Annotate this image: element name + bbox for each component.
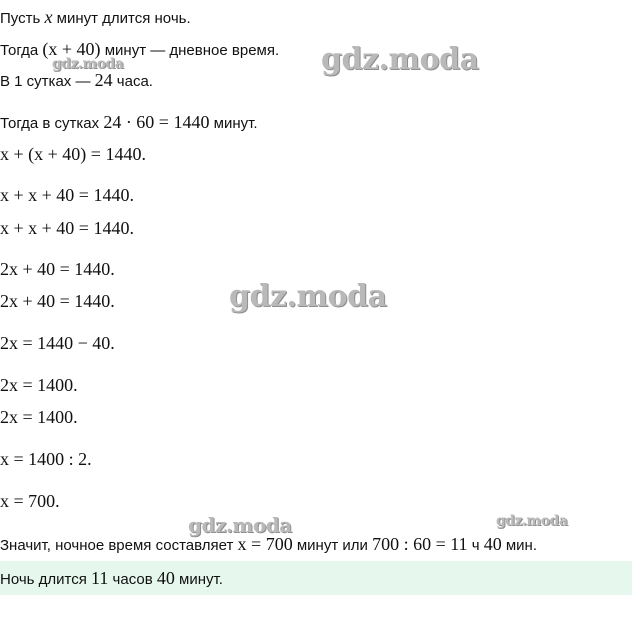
conclusion-line: Значит, ночное время составляет x = 700 минут или 700 : 60 = 11 ч 40 мин. [0,534,538,554]
equation-8: 2x = 1400. [0,407,78,427]
watermark-logo: gdz.moda [321,42,479,77]
watermark-logo: gdz.moda [229,279,387,314]
watermark-logo: gdz.moda [496,513,568,529]
text-line-3: В 1 сутках — 24 часа. [0,70,153,90]
watermark-logo: gdz.moda [52,56,124,72]
answer-box: Ночь длится 11 часов 40 минут. [0,561,632,595]
equation-9: x = 1400 : 2. [0,449,92,469]
text-line-4: Тогда в сутках 24 · 60 = 1440 минут. [0,112,258,132]
equation-6: 2x = 1440 − 40. [0,333,115,353]
text-line-1: Пусть x минут длится ночь. [0,7,191,27]
equation-10: x = 700. [0,491,60,511]
equation-1: x + (x + 40) = 1440. [0,144,146,164]
equation-3: x + x + 40 = 1440. [0,218,134,238]
text-line-2: Тогда (x + 40) минут — дневное время. [0,39,280,59]
equation-5: 2x + 40 = 1440. [0,291,115,311]
equation-2: x + x + 40 = 1440. [0,185,134,205]
equation-7: 2x = 1400. [0,375,78,395]
watermark-logo: gdz.moda [188,513,292,537]
equation-4: 2x + 40 = 1440. [0,259,115,279]
